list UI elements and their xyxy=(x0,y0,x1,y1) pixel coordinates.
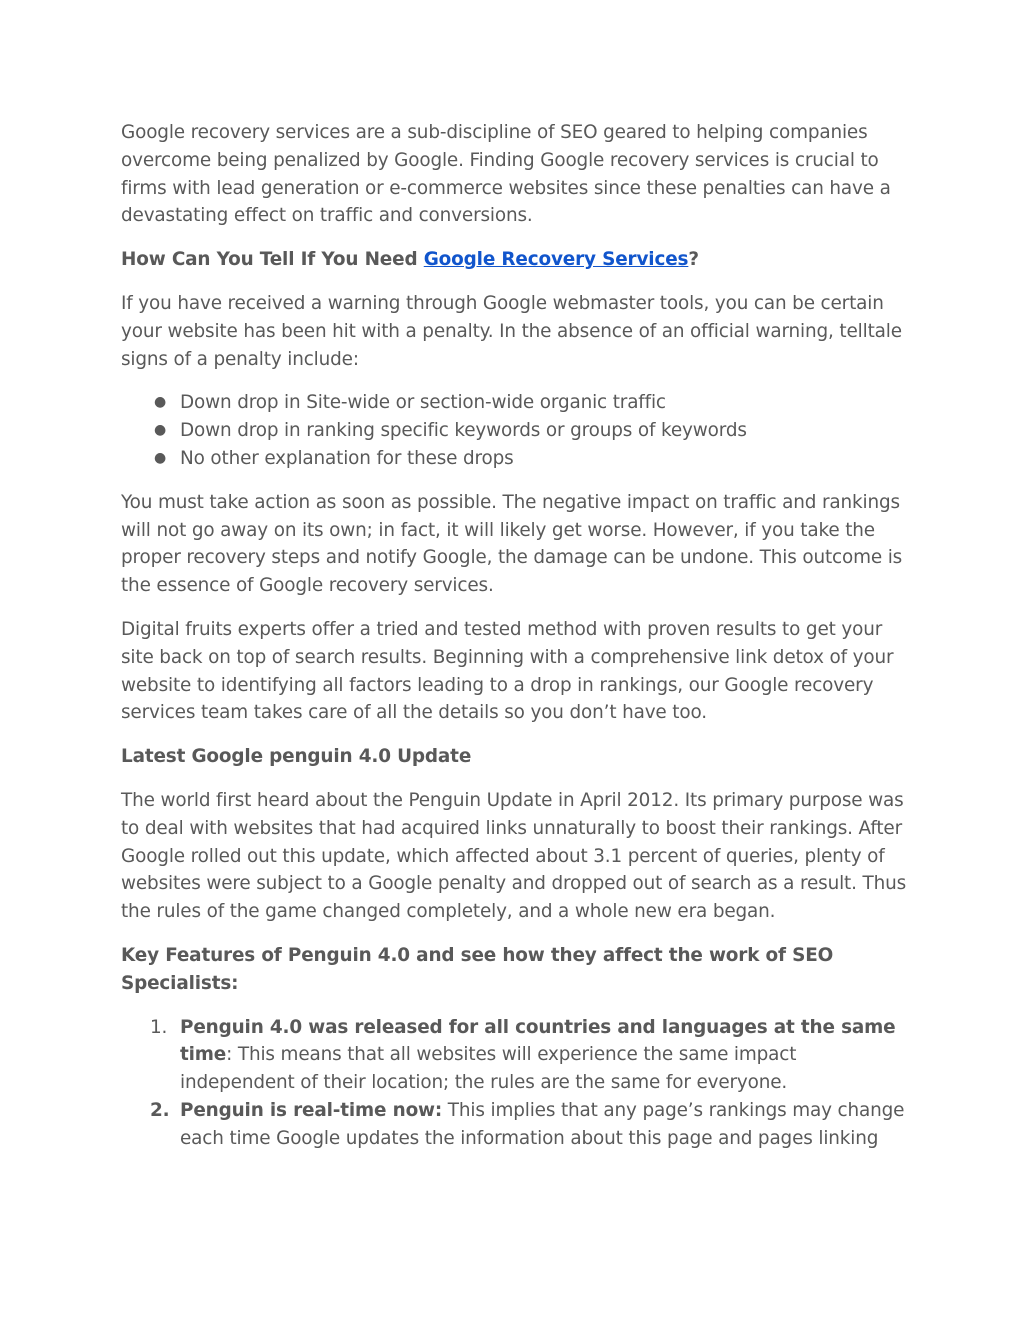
action-paragraph: You must take action as soon as possible. The negative impact on traffic and rankings will not go away on its own; in fact, it will likely get worse. However, if you take the proper recovery steps and notify Google, the damage can be undone. This outcome is the essence of Google recovery services. xyxy=(121,491,903,597)
list-item-text: Down drop in ranking specific keywords or groups of keywords xyxy=(180,420,747,442)
feature-text: This implies that any page’s rankings may change each time Google updates the information about this page and pages linking xyxy=(180,1099,905,1149)
penguin-paragraph: The world first heard about the Penguin Update in April 2012. Its primary purpose was to deal with websites that had acquired links unnaturally to boost their rankings. After Google rolled out this update, which affected about 3.1 percent of queries, plenty of websites were subject to a Google penalty and dropped out of search as a result. Thus the rules of the game changed completely, and a whole new era began. xyxy=(121,789,907,923)
features-list xyxy=(121,1014,911,1153)
feature-text: : This means that all websites will experience the same impact independent of their location; the rules are the same for everyone. xyxy=(180,1044,797,1094)
intro-paragraph: Google recovery services are a sub-discipline of SEO geared to helping companies overcome being penalized by Google. Finding Google recovery services is crucial to firms with lead generation or e-commerce websites since these penalties can have a devastating effect on traffic and conversions. xyxy=(121,122,891,227)
heading-penguin-update: Latest Google penguin 4.0 Update xyxy=(121,746,472,768)
list-item xyxy=(121,1097,911,1153)
penalty-signs-list xyxy=(121,389,911,472)
feature-lead: Penguin is real-time now: xyxy=(180,1099,443,1121)
list-item xyxy=(121,389,911,417)
list-item xyxy=(121,1014,911,1097)
heading-key-features: Key Features of Penguin 4.0 and see how they affect the work of SEO Specialists: xyxy=(121,944,834,994)
list-item-text: No other explanation for these drops xyxy=(180,447,514,469)
heading-suffix: ? xyxy=(688,249,699,271)
list-number: 1. xyxy=(150,1016,168,1038)
google-recovery-services-link[interactable]: Google Recovery Services xyxy=(423,249,689,271)
bullet-icon: ● xyxy=(154,422,167,439)
list-item xyxy=(121,445,911,473)
list-number: 2. xyxy=(150,1099,170,1121)
document-page xyxy=(121,119,911,1153)
warning-paragraph: If you have received a warning through Google webmaster tools, you can be certain your website has been hit with a penalty. In the absence of an official warning, telltale signs of a penalty include: xyxy=(121,292,902,370)
bullet-icon: ● xyxy=(154,449,167,466)
experts-paragraph: Digital fruits experts offer a tried and tested method with proven results to get your site back on top of search results. Beginning with a comprehensive link detox of your website to identifying all factors leading to a drop in rankings, our Google recovery services team takes care of all the details so you don’t have too. xyxy=(121,618,894,724)
heading-prefix: How Can You Tell If You Need xyxy=(121,249,424,271)
heading-google-recovery xyxy=(121,246,911,274)
list-item-text: Down drop in Site-wide or section-wide organic traffic xyxy=(180,392,666,414)
bullet-icon: ● xyxy=(154,394,167,411)
feature-lead: Penguin 4.0 was released for all countries and languages at the same time xyxy=(180,1016,896,1066)
list-item xyxy=(121,417,911,445)
